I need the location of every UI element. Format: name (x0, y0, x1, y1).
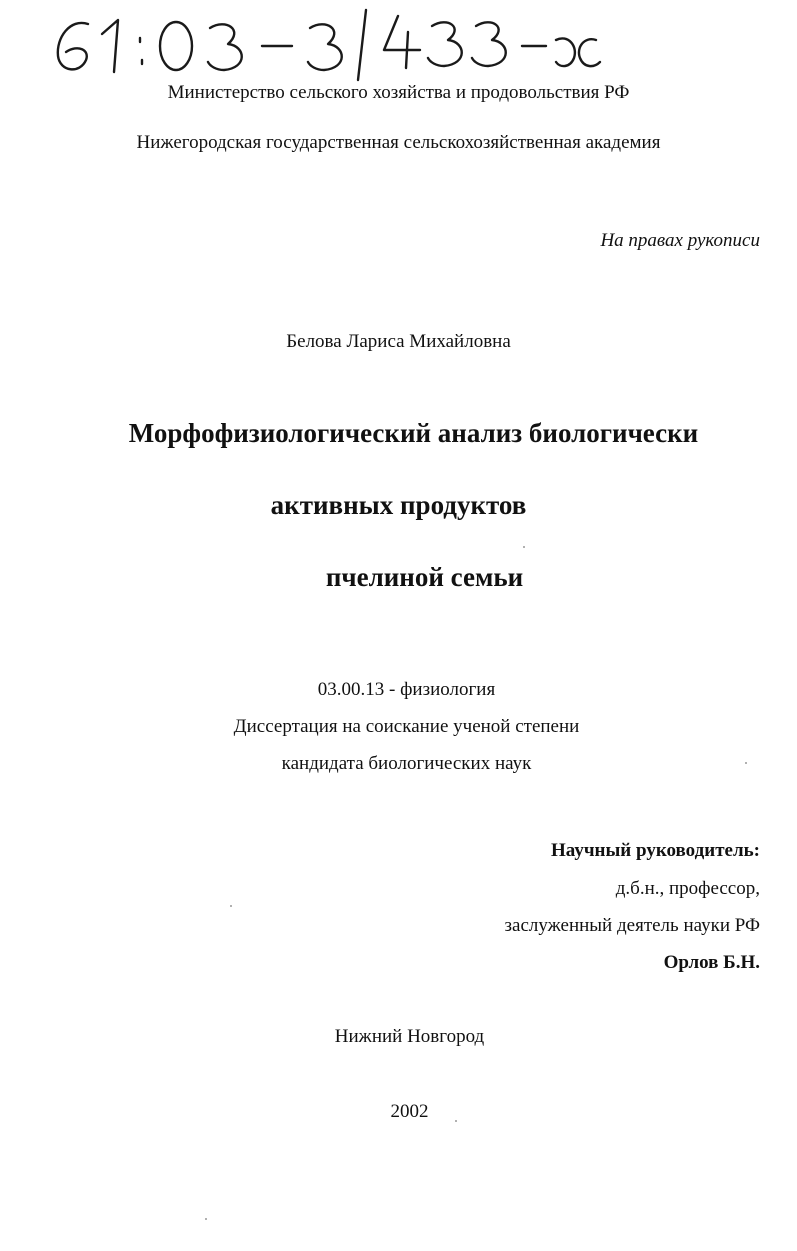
scan-speck (205, 1218, 207, 1220)
supervisor-rank: д.б.н., профессор, (615, 878, 760, 899)
degree-line-2: кандидата биологических наук (281, 753, 532, 774)
manuscript-note: На правах рукописи (600, 230, 760, 251)
scan-speck (745, 762, 747, 764)
handwritten-code-drawing (48, 6, 608, 82)
author-name: Белова Лариса Михайловна (286, 331, 511, 352)
supervisor-heading: Научный руководитель: (551, 840, 760, 861)
ministry-name: Министерство сельского хозяйства и продовольствия РФ (167, 82, 630, 103)
city-name: Нижний Новгород (334, 1026, 485, 1047)
supervisor-honor: заслуженный деятель науки РФ (504, 915, 760, 936)
publication-year: 2002 (390, 1101, 429, 1122)
specialty-code: 03.00.13 - физиология (317, 679, 496, 700)
title-line-2: активных продуктов (270, 490, 527, 520)
supervisor-name: Орлов Б.Н. (663, 952, 760, 973)
scan-speck (455, 1120, 457, 1122)
scan-speck (523, 546, 525, 548)
degree-line-1: Диссертация на соискание ученой степени (233, 716, 580, 737)
title-line-1: Морфофизиологический анализ биологически (128, 418, 699, 448)
academy-name: Нижегородская государственная сельскохозяйственная академия (136, 132, 661, 153)
handwritten-catalog-code (48, 6, 608, 82)
title-line-3: пчелиной семьи (325, 562, 524, 592)
scan-speck (230, 905, 232, 907)
